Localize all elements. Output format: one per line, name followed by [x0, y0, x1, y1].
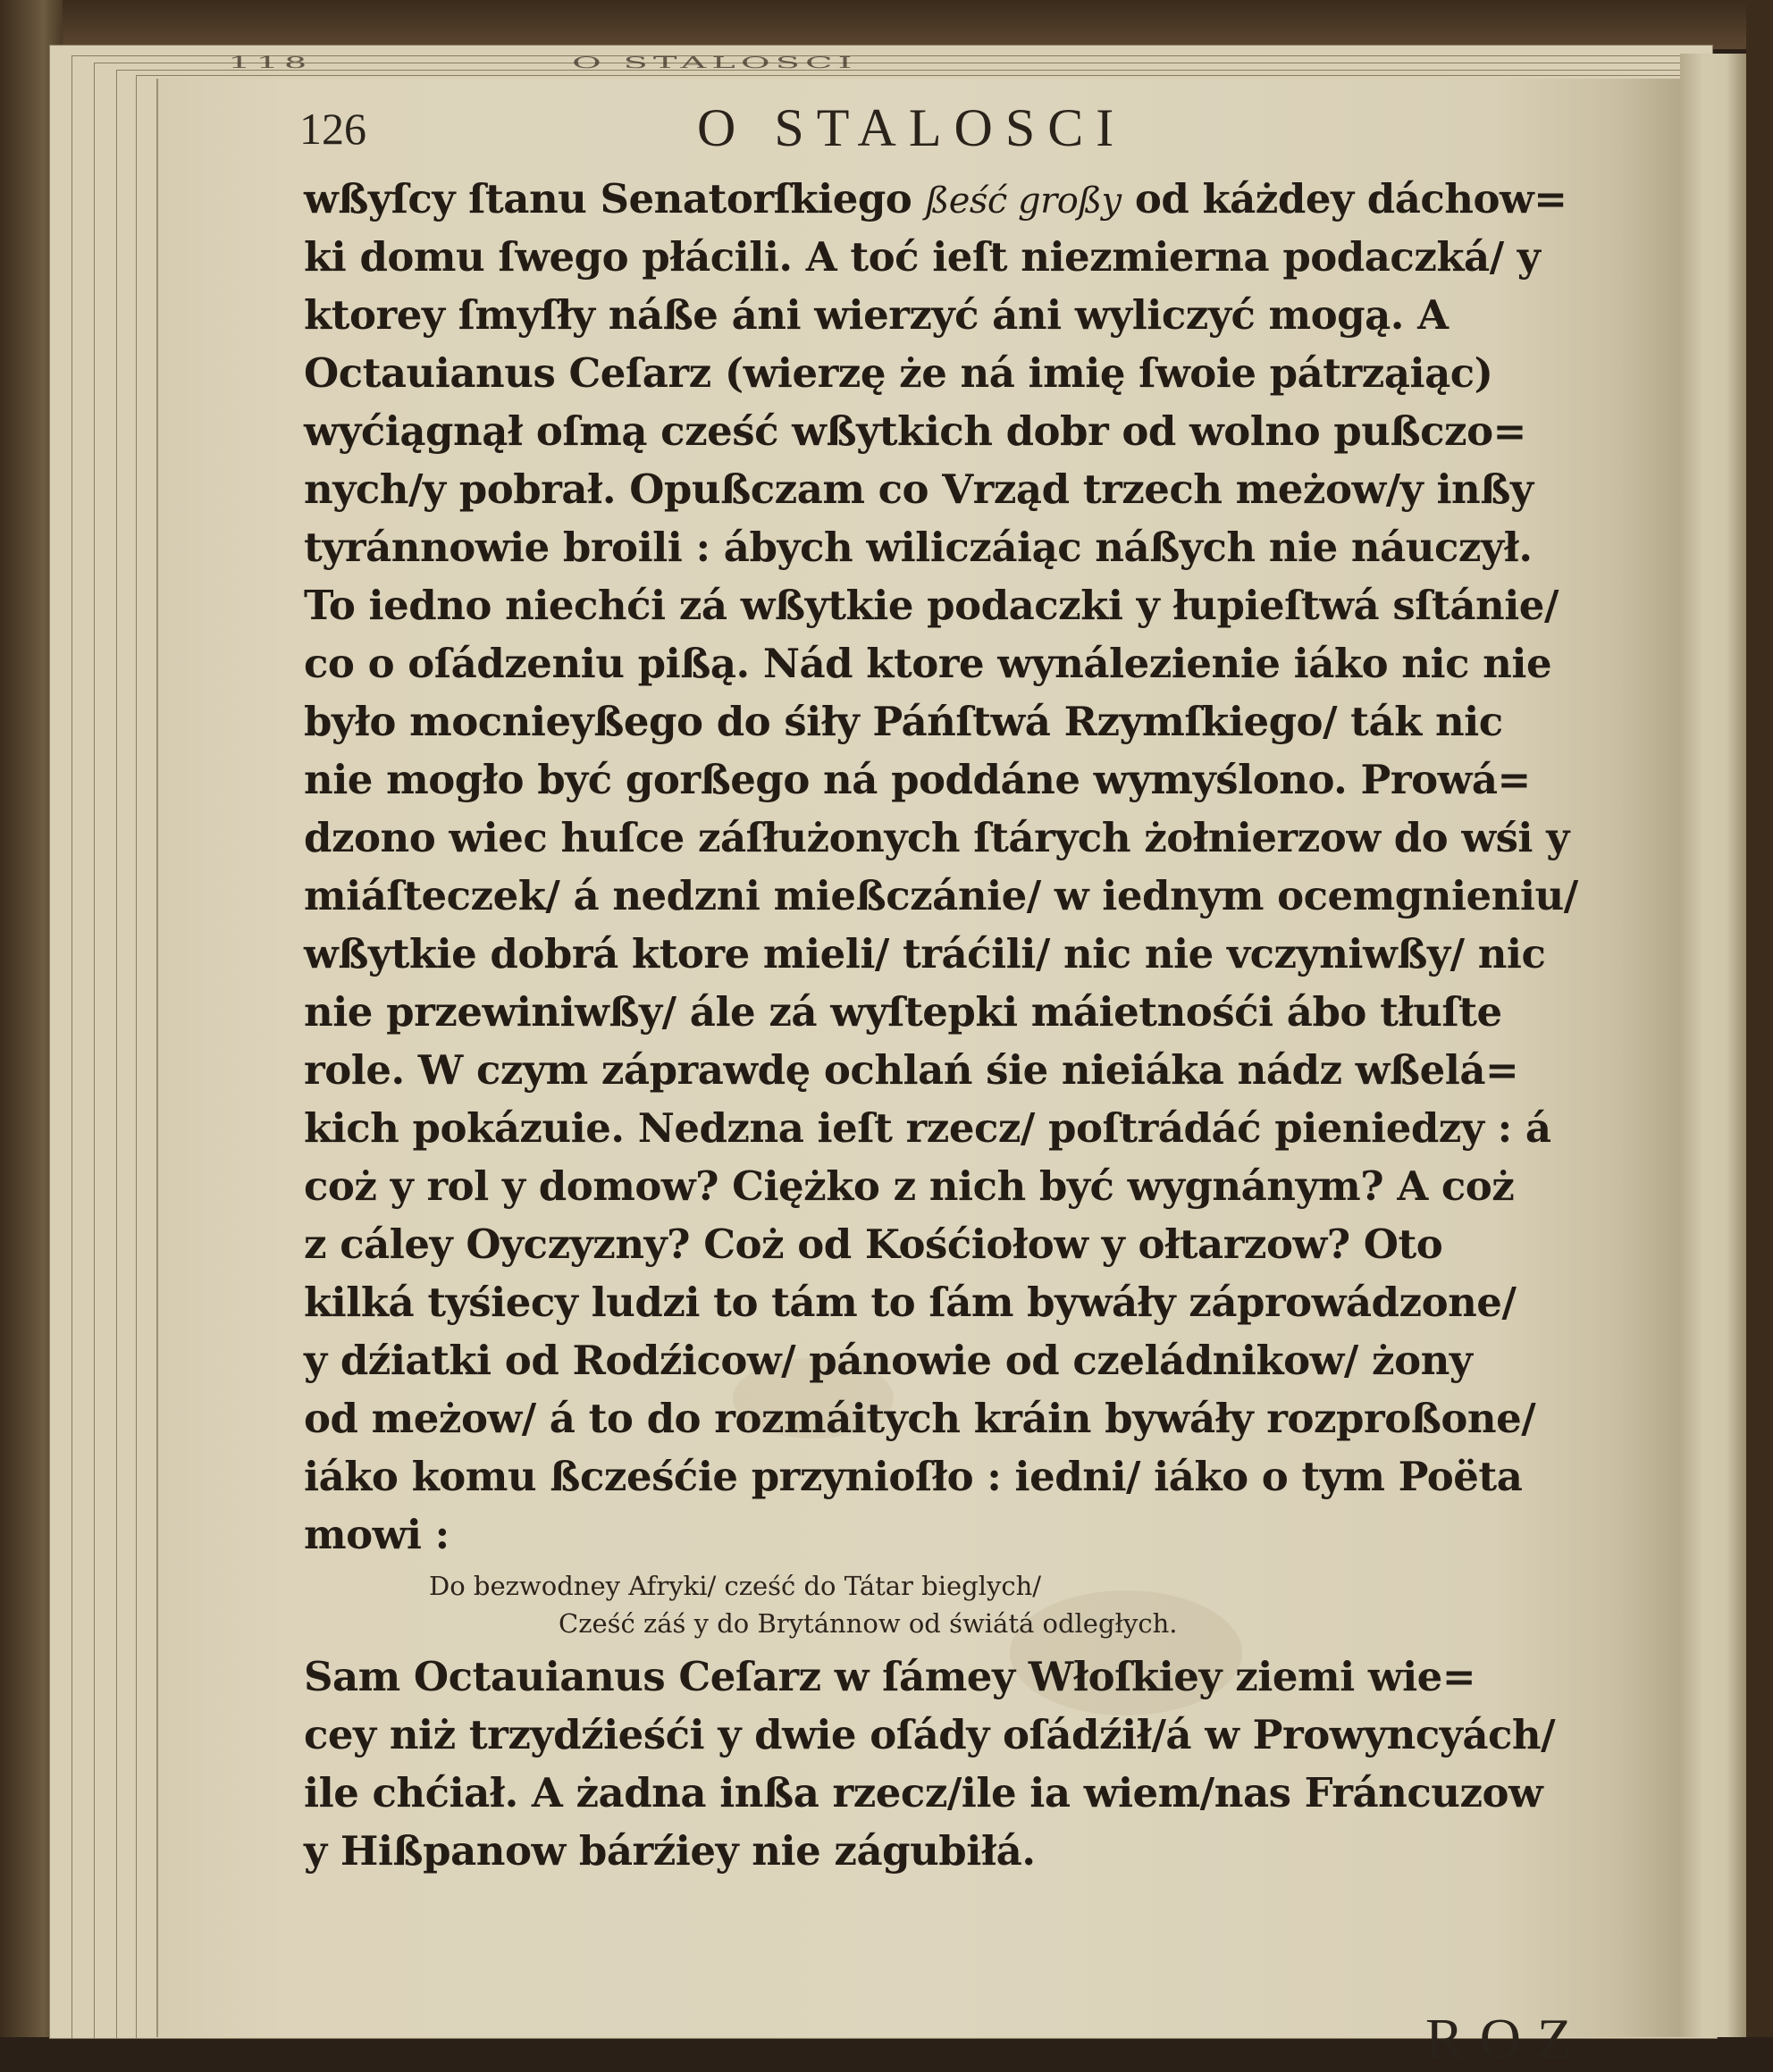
page-title: O STALOSCI [697, 98, 1127, 157]
text-line: dzono wiec huſce záſłużonych ſtárych żołnierzow do wśi y [304, 814, 1569, 861]
text-line: ktorey ſmyſły náße áni wierzyć áni wyliczyć mogą. A [304, 291, 1449, 339]
text-line: z cáley Oyczyzny? Coż od Kośćiołow y ołtarzow? Oto [304, 1221, 1443, 1268]
book-cover-top [0, 0, 1773, 49]
text-line: Sam Octauianus Ceſarz w ſámey Włoſkiey ziemi wie= [304, 1653, 1476, 1700]
text-line: kilká tyśiecy ludzi to tám to ſám bywáły záprowádzone/ [304, 1279, 1517, 1326]
text-line: Octauianus Ceſarz (wierzę że ná imię ſwoie pátrząiąc) [304, 349, 1493, 397]
book-cover-right [1746, 0, 1773, 2037]
text-line: mowi : [304, 1511, 450, 1558]
verse-line: Do bezwodney Afryki/ cześć do Tátar bieglych/ [429, 1571, 1042, 1601]
verse-quote [304, 1567, 1609, 1642]
text-line: wßytkie dobrá ktore mieli/ tráćili/ nic nie vczyniwßy/ nic [304, 930, 1546, 977]
text-line: To iedno niechći zá wßytkie podaczki y łupieſtwá sſtánie/ [304, 582, 1559, 629]
text-line: y Hißpanow bárźiey nie zágubiłá. [304, 1827, 1036, 1875]
text-line: było mocnieyßego do śiły Páńſtwá Rzymſkiego/ ták nic [304, 698, 1503, 745]
text-line: miáſteczek/ á nedzni mießczánie/ w iednym ocemgnieniu/ [304, 872, 1578, 919]
text-line: coż y rol y domow? Ciężko z nich być wygnánym? A coż [304, 1162, 1515, 1210]
verse-line: Cześć záś y do Brytánnow od świátá odległych. [559, 1608, 1178, 1639]
text-line: co o oſádzeniu pißą. Nád ktore wynálezienie iáko nic nie [304, 640, 1552, 687]
text-line: ile chćiał. A żadna inßa rzecz/ile ia wiem/nas Fráncuzow [304, 1769, 1543, 1816]
text-line: iáko komu ßcześćie przynioſło : iedni/ iáko o tym Poëta [304, 1453, 1523, 1500]
text-line: kich pokázuie. Nedzna ieſt rzecz/ poſtrádáć pieniedzy : á [304, 1104, 1551, 1152]
text-line: ki domu ſwego płácili. A toć ieſt niezmierna podaczká/ y [304, 233, 1541, 281]
ghost-header: O STALOSCI [572, 54, 858, 72]
text-line: tyránnowie broili : ábych wiliczáiąc náßych nie náuczył. [304, 524, 1533, 571]
italic-phrase: ßeść großy [925, 180, 1122, 222]
text-line: role. W czym záprawdę ochlań śie nieiáka nádz wßelá= [304, 1046, 1519, 1094]
text-line: nie mogło być gorßego ná poddáne wymyślono. Prowá= [304, 756, 1531, 803]
main-text [304, 170, 1609, 1880]
page-gutter [1680, 54, 1746, 2037]
ghost-page-number: 118 [228, 54, 313, 72]
text-line: nie przewiniwßy/ ále zá wyſtepki máietnośći ábo tłuſte [304, 988, 1502, 1036]
catchword: ROZ [1425, 2007, 1588, 2070]
running-head [299, 98, 1613, 165]
page-number: 126 [299, 104, 366, 154]
text-line: wßyſcy ſtanu Senatorſkiego ßeść großy od káżdey dáchow= [304, 175, 1567, 222]
text-line: nych/y pobrał. Opußczam co Vrząd trzech meżow/y inßy [304, 466, 1534, 513]
text-line: wyćiągnął oſmą cześć wßytkich dobr od wolno pußczo= [304, 407, 1526, 455]
text-line: y dźiatki od Rodźicow/ pánowie od czeládnikow/ żony [304, 1337, 1473, 1384]
text-line: cey niż trzydźieśći y dwie oſády oſádźił/á w Prowyncyách/ [304, 1711, 1556, 1758]
text-line: od meżow/ á to do rozmáitych kráin bywáły rozproßone/ [304, 1395, 1536, 1442]
